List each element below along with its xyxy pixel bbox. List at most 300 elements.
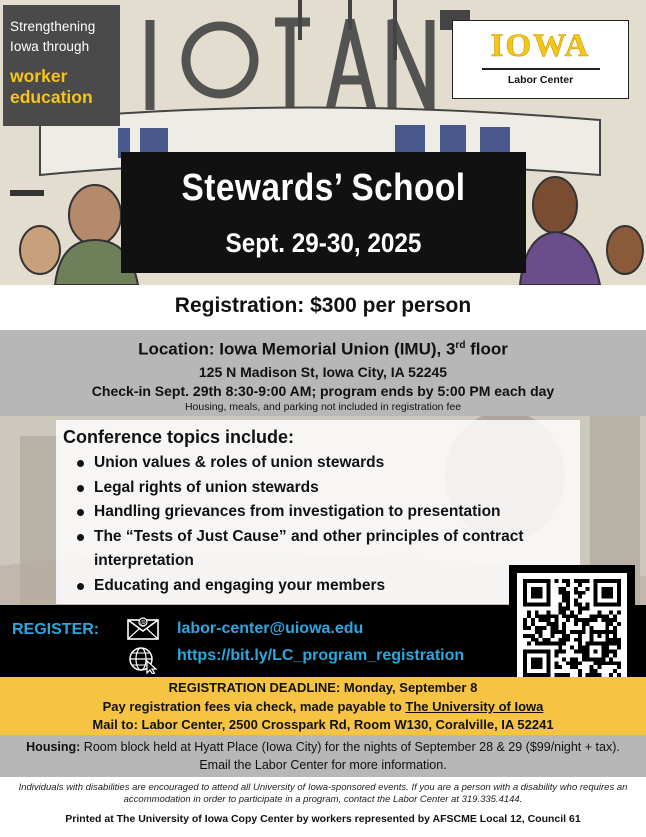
qr-module [578, 579, 582, 583]
qr-module [582, 579, 586, 583]
qr-module [605, 614, 609, 618]
qr-module [617, 638, 621, 642]
qr-module [523, 653, 527, 657]
qr-module [605, 642, 609, 646]
qr-module [535, 638, 539, 642]
qr-module [594, 579, 598, 583]
qr-module [617, 665, 621, 669]
qr-module [543, 642, 547, 646]
qr-module [554, 626, 558, 630]
qr-module [554, 653, 558, 657]
register-label: REGISTER: [12, 621, 100, 638]
location-floor-suffix: rd [455, 340, 466, 351]
qr-module [586, 646, 590, 650]
location-floor-word: floor [465, 339, 508, 359]
qr-module [539, 587, 543, 591]
qr-module [597, 610, 601, 614]
logo-wordmark: IOWA [490, 28, 591, 64]
qr-module [535, 650, 539, 654]
qr-module [558, 603, 562, 607]
qr-module [594, 583, 598, 587]
location-venue-text: Location: Iowa Memorial Union (IMU), 3 [138, 339, 456, 359]
qr-module [590, 638, 594, 642]
topics-list [77, 451, 577, 598]
qr-module [547, 579, 551, 583]
qr-module [574, 587, 578, 591]
qr-module [601, 650, 605, 654]
qr-module [609, 579, 613, 583]
qr-module [601, 614, 605, 618]
housing-label: Housing: [26, 740, 81, 754]
qr-module [523, 587, 527, 591]
qr-module [605, 622, 609, 626]
qr-module [594, 595, 598, 599]
event-dates: Sept. 29-30, 2025 [225, 228, 422, 258]
tagline-box [3, 5, 120, 126]
qr-module [562, 642, 566, 646]
qr-module [539, 630, 543, 634]
qr-module [547, 603, 551, 607]
svg-text:@: @ [140, 619, 146, 627]
qr-module [547, 657, 551, 661]
qr-module [605, 630, 609, 634]
qr-module [562, 610, 566, 614]
qr-module [566, 614, 570, 618]
qr-module [547, 622, 551, 626]
qr-module [558, 606, 562, 610]
qr-module [547, 665, 551, 669]
housing-text: Room block held at Hyatt Place (Iowa City) for the nights of September 28 & 29 ($99/night + tax). [80, 740, 620, 754]
location-address: 125 N Madison St, Iowa City, IA 52245 [198, 363, 448, 380]
qr-module [609, 657, 613, 661]
qr-module [539, 595, 543, 599]
qr-module [609, 650, 613, 654]
qr-module [547, 618, 551, 622]
qr-module [523, 618, 527, 622]
qr-module [609, 630, 613, 634]
qr-module [586, 622, 590, 626]
qr-module [613, 650, 617, 654]
qr-module [562, 606, 566, 610]
qr-module [558, 610, 562, 614]
qr-module [562, 650, 566, 654]
qr-module [539, 579, 543, 583]
qr-module [531, 587, 535, 591]
qr-module [562, 634, 566, 638]
qr-module [531, 591, 535, 595]
qr-module [597, 579, 601, 583]
qr-module [535, 610, 539, 614]
qr-module [597, 642, 601, 646]
list-item: Union values & roles of union stewards [77, 451, 577, 476]
qr-module [543, 626, 547, 630]
qr-module [605, 638, 609, 642]
qr-module [601, 603, 605, 607]
qr-module [574, 657, 578, 661]
qr-module [539, 603, 543, 607]
qr-module [601, 579, 605, 583]
qr-module [574, 579, 578, 583]
qr-module [535, 587, 539, 591]
qr-module [539, 614, 543, 618]
list-item: The “Tests of Just Cause” and other principles of contract interpretation [77, 525, 557, 574]
qr-module [605, 603, 609, 607]
qr-module [617, 599, 621, 603]
qr-module [582, 650, 586, 654]
qr-module [547, 591, 551, 595]
qr-module [613, 638, 617, 642]
qr-module [570, 630, 574, 634]
qr-module [531, 650, 535, 654]
qr-module [605, 591, 609, 595]
qr-module [554, 665, 558, 669]
qr-module [523, 669, 527, 673]
qr-code-icon[interactable] [517, 573, 627, 683]
qr-module [586, 587, 590, 591]
qr-module [562, 622, 566, 626]
qr-module [547, 610, 551, 614]
qr-module [586, 603, 590, 607]
qr-module [523, 603, 527, 607]
topics-heading: Conference topics include: [63, 427, 295, 447]
qr-module [562, 614, 566, 618]
qr-module [566, 603, 570, 607]
qr-module [601, 595, 605, 599]
qr-module [617, 595, 621, 599]
qr-module [594, 599, 598, 603]
qr-module [531, 657, 535, 661]
qr-module [550, 622, 554, 626]
qr-module [531, 634, 535, 638]
qr-module [578, 583, 582, 587]
qr-module [535, 626, 539, 630]
qr-module [605, 579, 609, 583]
qr-module [539, 657, 543, 661]
qr-module [527, 603, 531, 607]
qr-module [543, 618, 547, 622]
qr-module [594, 587, 598, 591]
qr-code-frame [509, 565, 635, 691]
housing-band [0, 735, 646, 777]
qr-module [574, 661, 578, 665]
qr-module [554, 579, 558, 583]
qr-module [550, 634, 554, 638]
qr-module [523, 626, 527, 630]
qr-module [605, 646, 609, 650]
qr-module [547, 642, 551, 646]
qr-module [597, 603, 601, 607]
qr-module [574, 638, 578, 642]
qr-module [566, 618, 570, 622]
qr-module [578, 606, 582, 610]
qr-module [566, 606, 570, 610]
qr-module [523, 583, 527, 587]
qr-module [601, 591, 605, 595]
qr-module [601, 618, 605, 622]
qr-module [570, 661, 574, 665]
list-item: Legal rights of union stewards [77, 476, 577, 501]
qr-module [617, 583, 621, 587]
qr-module [523, 661, 527, 665]
qr-module [523, 665, 527, 669]
qr-module [601, 630, 605, 634]
qr-module [543, 650, 547, 654]
qr-module [539, 650, 543, 654]
registration-price: Registration: $300 per person [174, 294, 472, 317]
qr-module [547, 595, 551, 599]
qr-module [605, 587, 609, 591]
qr-module [527, 650, 531, 654]
housing-line-2: Email the Labor Center for more information. [199, 758, 447, 772]
qr-module [613, 653, 617, 657]
qr-module [617, 603, 621, 607]
qr-module [590, 614, 594, 618]
qr-module [523, 599, 527, 603]
qr-module [554, 661, 558, 665]
qr-module [562, 630, 566, 634]
qr-module [609, 618, 613, 622]
qr-module [586, 642, 590, 646]
qr-module [586, 618, 590, 622]
qr-module [570, 657, 574, 661]
qr-module [586, 606, 590, 610]
title-box [121, 152, 526, 273]
qr-module [535, 614, 539, 618]
qr-module [531, 622, 535, 626]
qr-module [531, 595, 535, 599]
qr-module [605, 595, 609, 599]
qr-module [527, 626, 531, 630]
qr-module [566, 634, 570, 638]
qr-module [531, 603, 535, 607]
qr-module [535, 661, 539, 665]
printed-by-note: Printed at The University of Iowa Copy Center by workers represented by AFSCME Local 12, Council 61 [65, 813, 581, 825]
qr-module [594, 618, 598, 622]
qr-module [535, 603, 539, 607]
qr-module [578, 638, 582, 642]
qr-module [523, 591, 527, 595]
qr-module [582, 606, 586, 610]
qr-module [523, 650, 527, 654]
payment-text: Pay registration fees via check, made payable to [102, 699, 406, 714]
qr-module [578, 591, 582, 595]
qr-module [574, 622, 578, 626]
qr-module [586, 650, 590, 654]
qr-module [554, 630, 558, 634]
qr-module [523, 579, 527, 583]
qr-module [531, 661, 535, 665]
qr-module [582, 591, 586, 595]
envelope-icon [127, 617, 159, 641]
qr-module [543, 614, 547, 618]
qr-module [578, 595, 582, 599]
tagline-line-4: education [10, 87, 93, 107]
qr-module [582, 653, 586, 657]
qr-module [582, 622, 586, 626]
qr-module [594, 614, 598, 618]
qr-module [578, 630, 582, 634]
qr-module [601, 653, 605, 657]
qr-module [578, 642, 582, 646]
qr-module [617, 591, 621, 595]
logo-divider [482, 68, 600, 70]
qr-module [566, 595, 570, 599]
qr-module [570, 665, 574, 669]
register-url-link[interactable]: https://bit.ly/LC_program_registration [177, 647, 465, 664]
qr-module [574, 603, 578, 607]
qr-module [574, 650, 578, 654]
qr-module [566, 583, 570, 587]
qr-module [613, 626, 617, 630]
list-item: Educating and engaging your members [77, 574, 577, 599]
qr-module [527, 642, 531, 646]
qr-module [617, 579, 621, 583]
qr-module [590, 665, 594, 669]
qr-module [613, 614, 617, 618]
qr-module [617, 622, 621, 626]
qr-module [609, 591, 613, 595]
qr-module [558, 646, 562, 650]
qr-module [594, 661, 598, 665]
qr-module [523, 634, 527, 638]
qr-module [547, 669, 551, 673]
qr-module [562, 657, 566, 661]
qr-module [535, 630, 539, 634]
qr-module [539, 661, 543, 665]
qr-module [558, 665, 562, 669]
qr-module [609, 603, 613, 607]
qr-module [578, 646, 582, 650]
qr-module [590, 618, 594, 622]
qr-module [605, 626, 609, 630]
qr-module [617, 587, 621, 591]
qr-module [578, 610, 582, 614]
qr-module [535, 591, 539, 595]
qr-module [570, 646, 574, 650]
qr-module [613, 634, 617, 638]
page-title: Stewards’ School [181, 167, 466, 209]
qr-module [590, 642, 594, 646]
tagline-line-2: Iowa through [10, 39, 90, 54]
register-email-link[interactable]: labor-center@uiowa.edu [177, 620, 364, 637]
qr-module [574, 618, 578, 622]
qr-module [558, 630, 562, 634]
qr-module [554, 642, 558, 646]
qr-module [523, 595, 527, 599]
qr-module [539, 642, 543, 646]
qr-module [613, 603, 617, 607]
checkin-times: Check-in Sept. 29th 8:30-9:00 AM; program ends by 5:00 PM each day [91, 382, 555, 399]
list-item: Handling grievances from investigation to presentation [77, 500, 577, 525]
qr-module [613, 579, 617, 583]
qr-module [562, 599, 566, 603]
qr-module [523, 622, 527, 626]
qr-module [613, 618, 617, 622]
qr-module [562, 579, 566, 583]
qr-module [586, 579, 590, 583]
qr-module [609, 642, 613, 646]
qr-module [558, 638, 562, 642]
housing-line-1 [0, 738, 646, 756]
qr-module [574, 599, 578, 603]
qr-module [605, 650, 609, 654]
qr-module [539, 591, 543, 595]
qr-module [574, 630, 578, 634]
qr-module [558, 591, 562, 595]
qr-module [562, 591, 566, 595]
qr-module [594, 669, 598, 673]
qr-module [523, 657, 527, 661]
qr-module [554, 622, 558, 626]
qr-module [605, 618, 609, 622]
qr-module [550, 614, 554, 618]
qr-module [570, 610, 574, 614]
qr-module [547, 614, 551, 618]
qr-module [609, 610, 613, 614]
qr-module [617, 646, 621, 650]
qr-module [562, 638, 566, 642]
qr-module [609, 595, 613, 599]
qr-module [590, 634, 594, 638]
qr-module [527, 634, 531, 638]
qr-module [613, 669, 617, 673]
qr-module [539, 634, 543, 638]
qr-module [539, 626, 543, 630]
registration-deadline: REGISTRATION DEADLINE: Monday, September 8 [168, 680, 478, 695]
qr-module [613, 661, 617, 665]
qr-module [535, 665, 539, 669]
qr-module [562, 595, 566, 599]
qr-module [539, 618, 543, 622]
qr-module [574, 665, 578, 669]
qr-module [601, 661, 605, 665]
qr-module [562, 626, 566, 630]
qr-module [527, 579, 531, 583]
qr-module [590, 630, 594, 634]
qr-module [547, 650, 551, 654]
qr-module [547, 599, 551, 603]
payee-name: The University of Iowa [405, 699, 544, 714]
qr-module [566, 599, 570, 603]
qr-module [605, 653, 609, 657]
qr-module [594, 657, 598, 661]
qr-module [566, 579, 570, 583]
tagline-line-3: worker [10, 66, 68, 86]
qr-module [535, 579, 539, 583]
qr-module [547, 661, 551, 665]
qr-module [617, 642, 621, 646]
qr-module [531, 579, 535, 583]
qr-module [597, 634, 601, 638]
qr-module [578, 634, 582, 638]
qr-module [566, 591, 570, 595]
qr-module [527, 614, 531, 618]
qr-module [582, 630, 586, 634]
qr-module [605, 634, 609, 638]
qr-module [543, 579, 547, 583]
qr-module [613, 642, 617, 646]
qr-module [609, 638, 613, 642]
mailing-address: Mail to: Labor Center, 2500 Crosspark Rd, Room W130, Coralville, IA 52241 [92, 717, 554, 732]
qr-module [609, 622, 613, 626]
payment-instructions [0, 697, 646, 716]
qr-module [605, 661, 609, 665]
qr-module [547, 587, 551, 591]
qr-module [613, 630, 617, 634]
qr-module [617, 661, 621, 665]
qr-module [554, 650, 558, 654]
iowa-labor-center-logo [452, 20, 629, 99]
